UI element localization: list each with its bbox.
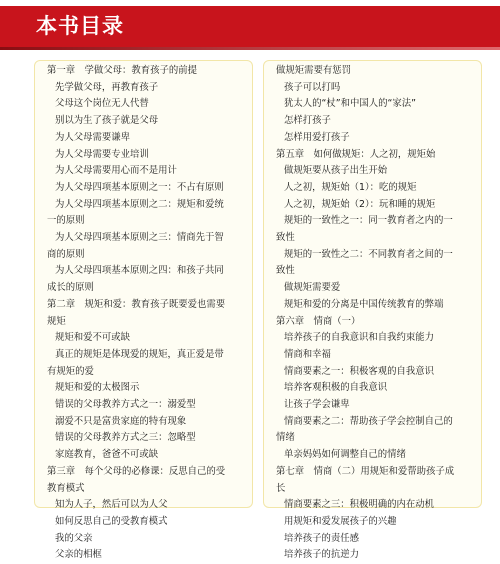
toc-entry: 知为人子，然后可以为人父: [55, 499, 168, 511]
toc-entry: 先学做父母，再教育孩子: [55, 81, 159, 93]
toc-entry: 培养孩子的抗逆力: [284, 549, 360, 561]
toc-entry: 规矩的一致性之二：不同教育者之间的一: [284, 248, 453, 260]
page-title: 本书目录: [36, 14, 124, 38]
toc-left-list: [35, 61, 252, 564]
toc-entry: 用规矩和爱发展孩子的兴趣: [284, 515, 397, 527]
toc-left-panel: [34, 60, 253, 561]
toc-entry: 致性: [276, 232, 295, 244]
toc-entry: 规矩: [47, 315, 66, 327]
toc-entry: 怎样用爱打孩子: [284, 131, 350, 143]
toc-entry: 培养客观积极的自我意识: [284, 382, 388, 394]
toc-entry: 商的原则: [47, 248, 85, 260]
toc-entry: 为人父母需要专业培训: [55, 148, 149, 160]
toc-entry: 情商和幸福: [284, 348, 331, 360]
toc-entry: 犹太人的“杖”和中国人的“家法”: [284, 98, 416, 110]
toc-entry: 人之初，规矩始（1）：吃的规矩: [284, 181, 417, 193]
toc-entry: 培养孩子的自我意识和自我约束能力: [284, 332, 435, 344]
toc-entry: 长: [276, 482, 286, 494]
toc-entry: 规矩和爱的太极图示: [55, 382, 140, 394]
toc-entry: 如何反思自己的受教育模式: [55, 515, 168, 527]
toc-entry: 规矩的一致性之一：同一教育者之内的一: [284, 215, 453, 227]
toc-entry: 溺爱不只是富贵家庭的特有现象: [55, 415, 187, 427]
toc-chapter-heading: 第六章 情商（一）: [276, 315, 361, 327]
toc-chapter-heading: 第七章 情商（二）用规矩和爱帮助孩子成: [276, 465, 455, 477]
toc-entry: 情商要素之二：帮助孩子学会控制自己的: [284, 415, 453, 427]
toc-chapter-heading: 第二章 规矩和爱：教育孩子既要爱也需要: [47, 298, 226, 310]
toc-entry: 父母这个岗位无人代替: [55, 98, 149, 110]
toc-entry: 父亲的相框: [55, 549, 102, 561]
toc-entry: 做规矩需要爱: [284, 282, 341, 294]
toc-chapter-heading: 做规矩需要有惩罚: [276, 65, 352, 76]
toc-chapter-heading: 第一章 学做父母：教育孩子的前提: [47, 65, 198, 76]
toc-entry: 情商要素之一：积极客观的自我意识: [284, 365, 435, 377]
toc-chapter-heading: 第五章 如何做规矩：人之初，规矩始: [276, 148, 436, 160]
toc-entry: 规矩和爱不可或缺: [55, 332, 131, 344]
toc-entry: 培养孩子的责任感: [284, 532, 360, 544]
toc-entry: 家庭教育，爸爸不可或缺: [55, 449, 159, 461]
toc-entry: 情绪: [276, 432, 295, 444]
toc-entry: 让孩子学会谦卑: [284, 399, 350, 411]
toc-entry: 致性: [276, 265, 295, 277]
toc-entry: 为人父母需要用心而不是用计: [55, 165, 177, 177]
header-banner: [0, 0, 500, 50]
toc-entry: 情商要素之三：积极明确的内在动机: [284, 499, 435, 511]
toc-entry: 错误的父母教养方式之三：忽略型: [55, 432, 196, 444]
toc-entry: 为人父母四项基本原则之四：和孩子共同: [55, 265, 224, 277]
toc-entry: 一的原则: [47, 215, 85, 227]
toc-chapter-heading: 第三章 每个父母的必修课：反思自己的受: [47, 465, 226, 477]
toc-entry: 为人父母四项基本原则之二：规矩和爱统: [55, 198, 224, 210]
toc-entry: 真正的规矩是体现爱的规矩，真正爱是带: [55, 348, 224, 360]
toc-entry: 规矩和爱的分离是中国传统教育的弊端: [284, 298, 444, 310]
toc-entry: 人之初，规矩始（2）：玩和睡的规矩: [284, 198, 436, 210]
toc-right-panel: [263, 60, 482, 561]
toc-entry: 教育模式: [47, 482, 85, 494]
banner-gradient-stripe: [0, 47, 500, 50]
toc-entry: 单亲妈妈如何调整自己的情绪: [284, 449, 406, 461]
toc-entry: 我的父亲: [55, 532, 93, 544]
toc-entry: 为人父母四项基本原则之一：不占有原则: [55, 181, 224, 193]
toc-entry: 孩子可以打吗: [284, 81, 341, 93]
toc-entry: 有规矩的爱: [47, 365, 94, 377]
toc-right-list: [264, 61, 481, 564]
toc-entry: 错误的父母教养方式之一：溺爱型: [55, 399, 196, 411]
toc-entry: 成长的原则: [47, 282, 94, 294]
toc-entry: 别以为生了孩子就是父母: [55, 115, 159, 127]
toc-entry: 做规矩要从孩子出生开始: [284, 165, 388, 177]
toc-entry: 怎样打孩子: [284, 115, 331, 127]
toc-entry: 为人父母需要谦卑: [55, 131, 131, 143]
toc-entry: 为人父母四项基本原则之三：情商先于智: [55, 232, 224, 244]
